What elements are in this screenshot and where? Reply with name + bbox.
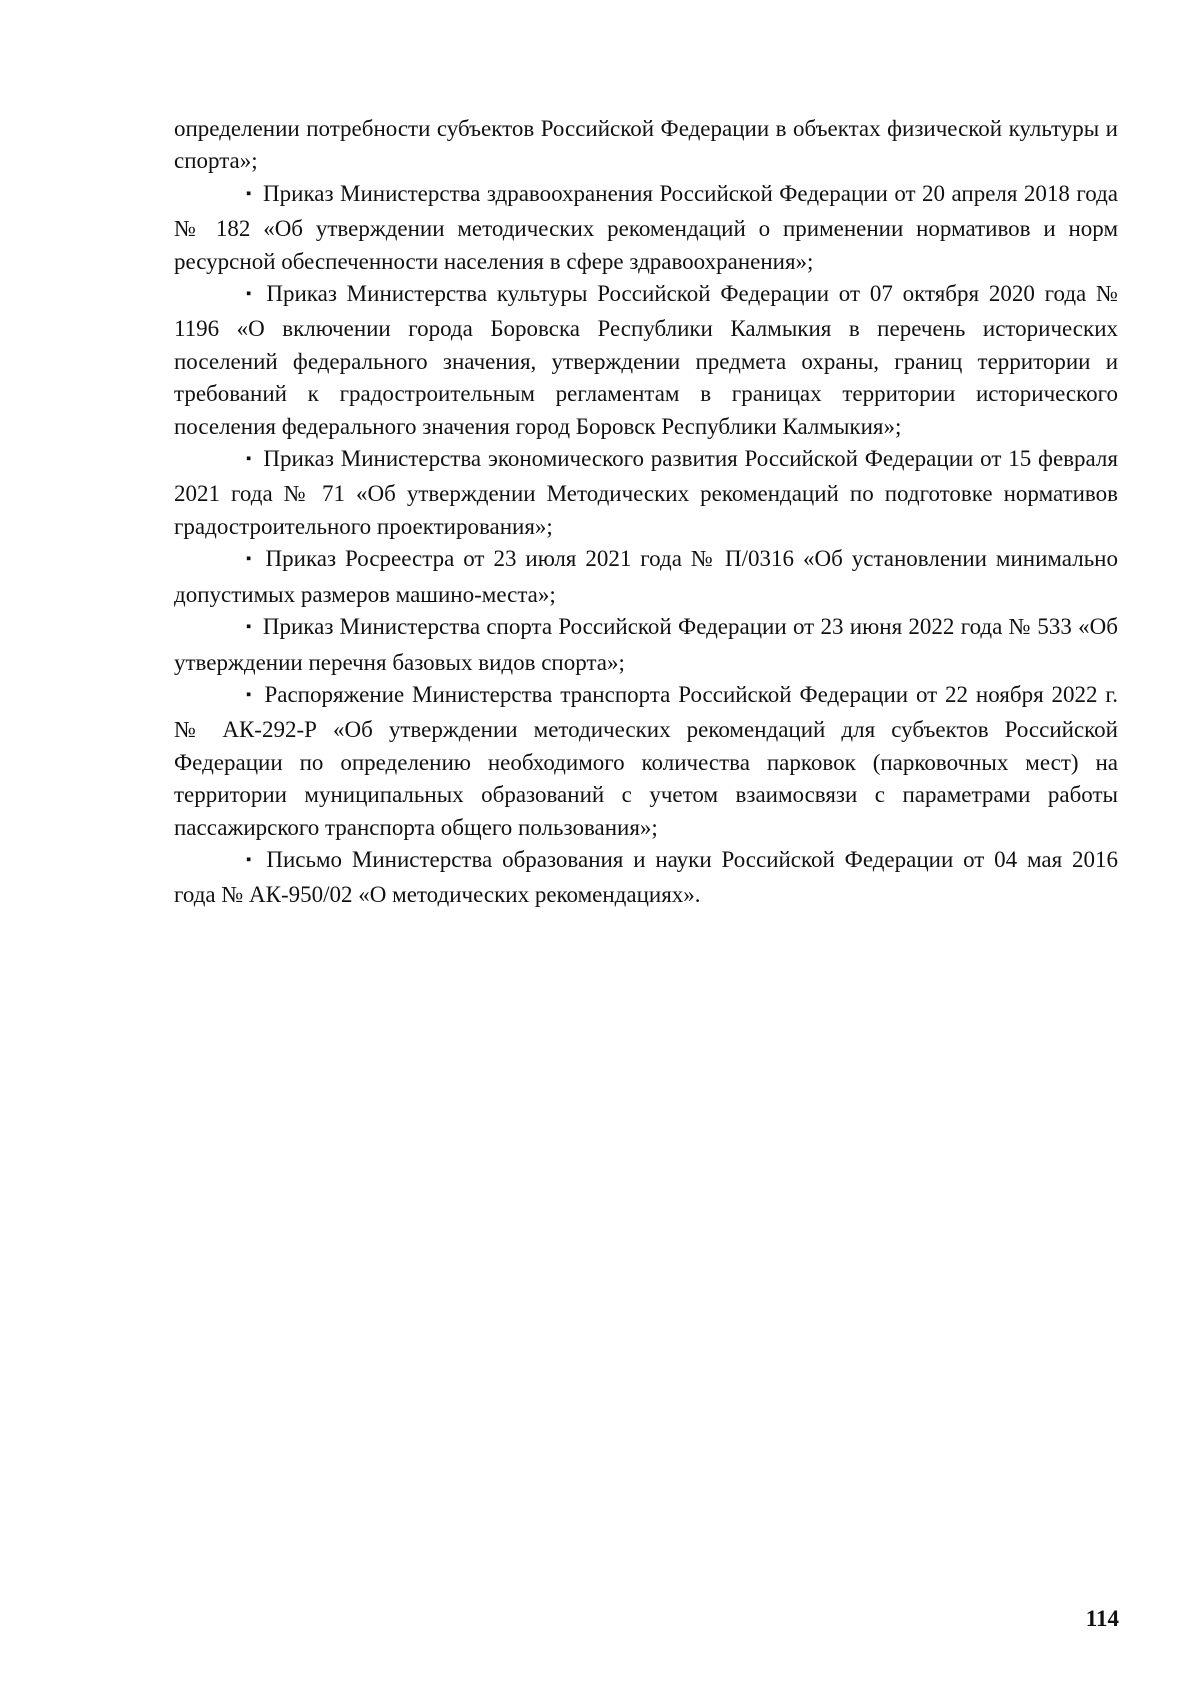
- list-item: [174, 443, 1118, 543]
- list-item-text: Приказ Министерства здравоохранения Российской Федерации от 20 апреля 2018 года № 182 «Об утверждении методических рекомендаций о применении нормативов и норм ресурсной обеспеченности населения в сфере здравоохранения»;: [174, 180, 1118, 274]
- list-item: [174, 611, 1118, 679]
- list-item-text: Приказ Министерства культуры Российской Федерации от 07 октября 2020 года № 1196 «О включении города Боровска Республики Калмыкия в перечень исторических поселений федерального значения, утверждении предмета охраны, границ территории и требований к градостроительным регламентам в границах территории исторического поселения федерального значения город Боровск Республики Калмыкия»;: [174, 281, 1118, 439]
- square-bullet-icon: ▪: [246, 851, 256, 868]
- page-content: [174, 113, 1118, 912]
- square-bullet-icon: ▪: [246, 286, 256, 303]
- square-bullet-icon: ▪: [246, 619, 252, 636]
- list-item: [174, 543, 1118, 611]
- list-item: [174, 679, 1118, 844]
- continuation-paragraph: определении потребности субъектов Российской Федерации в объектах физической культуры и спорта»;: [174, 116, 1118, 174]
- list-item-text: Приказ Росреестра от 23 июля 2021 года № П/0316 «Об установлении минимально допустимых размеров машино-места»;: [174, 546, 1118, 607]
- list-item-text: Приказ Министерства спорта Российской Федерации от 23 июня 2022 года № 533 «Об утверждении перечня базовых видов спорта»;: [174, 614, 1118, 675]
- list-item: [174, 844, 1118, 912]
- square-bullet-icon: ▪: [246, 551, 255, 568]
- list-item: [174, 278, 1118, 443]
- list-item-text: Распоряжение Министерства транспорта Российской Федерации от 22 ноября 2022 г. № АК-292-Р «Об утверждении методических рекомендаций для субъектов Российской Федерации по определению необходимого количества парковок (парковочных мест) на территории муниципальных образований с учетом взаимосвязи с параметрами работы пассажирского транспорта общего пользования»;: [174, 681, 1118, 840]
- square-bullet-icon: ▪: [246, 185, 253, 202]
- square-bullet-icon: ▪: [246, 451, 253, 468]
- list-item-text: Письмо Министерства образования и науки Российской Федерации от 04 мая 2016 года № АК-950/02 «О методических рекомендациях».: [174, 846, 1118, 908]
- page-number: 114: [1085, 1606, 1119, 1631]
- square-bullet-icon: ▪: [246, 686, 254, 703]
- list-item: [174, 178, 1118, 278]
- list-item-text: Приказ Министерства экономического развития Российской Федерации от 15 февраля 2021 года № 71 «Об утверждении Методических рекомендаций по подготовке нормативов градостроительного проектирования»;: [174, 446, 1118, 539]
